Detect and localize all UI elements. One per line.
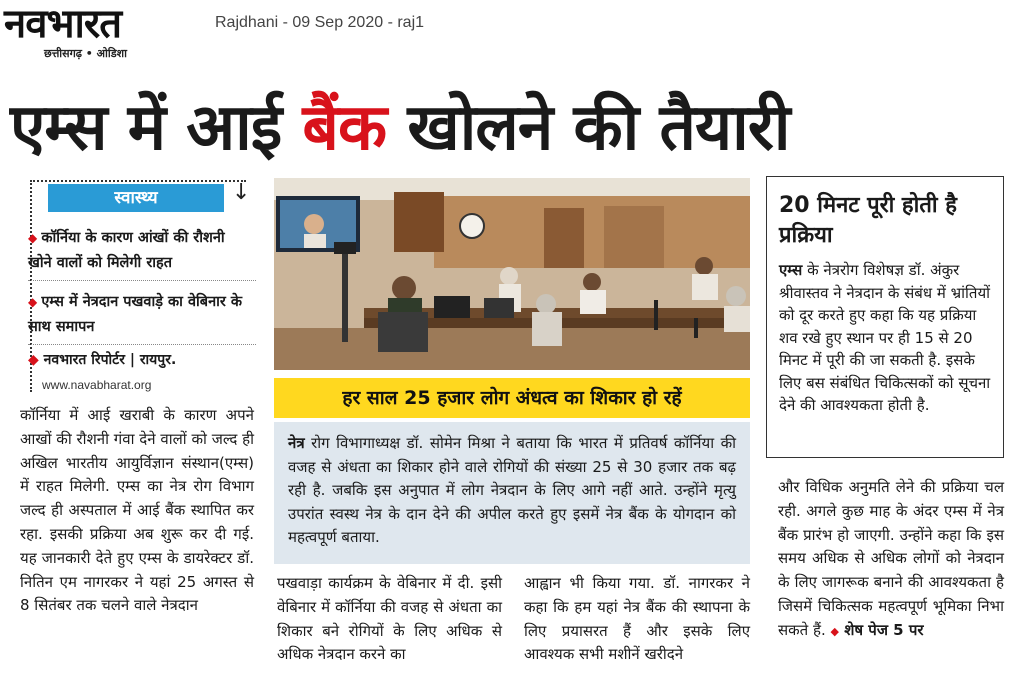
headline-part1: एम्स में आई xyxy=(10,91,303,165)
masthead xyxy=(4,2,204,64)
newspaper-logo: नवभारत xyxy=(4,0,122,47)
info-box-text xyxy=(779,259,991,417)
headline-accent: बैंक xyxy=(302,91,387,165)
info-box-body: के नेत्ररोग विशेषज्ञ डॉ. अंकुर श्रीवास्तव ने नेत्रदान के संबंध में भ्रांतियों को दूर करते हुए कहा कि यह प्रक्रिया शव रखे हुए स्थान पर ही 15 से 20 मिनट में पूरी की जा सकती है. इसके लिए बस संबंधित चिकित्सकों को सूचना देने की आवश्यकता होती है. xyxy=(779,261,991,414)
info-box xyxy=(766,176,1004,458)
summary-bullet-text: एम्स में नेत्रदान पखवाड़े का वेबिनार के साथ समापन xyxy=(28,294,242,335)
divider xyxy=(28,344,256,345)
article-column-4-text: और विधिक अनुमति लेने की प्रक्रिया चल रही. अगले कुछ माह के अंदर एम्स में नेत्र बैंक प्रारंभ हो जाएगी. उन्होंने कहा कि इस समय अधिक से अधिक लोगों को नेत्रदान के लिए जागरूक बनाने की आवश्यकता है जिसमें चिकित्सक महत्वपूर्ण भूमिका निभा सकते हैं. xyxy=(778,478,1004,639)
article-column-3: आह्वान भी किया गया. डॉ. नागरकर ने कहा कि हम यहां नेत्र बैंक की स्थापना के लिए प्रयासरत हैं और इसके लिए आवश्यक सभी मशीनें खरीदने xyxy=(524,574,750,664)
edition-line: Rajdhani - 09 Sep 2020 - raj1 xyxy=(215,14,425,31)
logo-subtitle: छत्तीसगढ़ • ओडिशा xyxy=(44,47,127,60)
summary-bullet xyxy=(28,226,253,276)
highlight-lead: नेत्र xyxy=(288,434,305,452)
bullet-diamond-icon: ◆ xyxy=(830,624,839,638)
continued-note xyxy=(831,621,924,639)
info-box-lead: एम्स xyxy=(779,261,803,279)
article-column-1: कॉर्निया में आई खराबी के कारण अपने आखों की रौशनी गंवा देने वालों को जल्द ही अखिल भारतीय आयुर्विज्ञान संस्थान(एम्स) में राहत मिलेगी. एम्स का नेत्र रोग विभाग जल्द ही अस्पताल में आई बैंक स्थापित कर रहा. इसकी प्रक्रिया अब शुरू कर दी गई. यह जानकारी देते हुए एम्स के डायरेक्टर डॉ. नितिन एम नागरकर ने यहां 25 अगस्त से 8 सितंबर तक चलने वाले नेत्रदान xyxy=(20,406,254,615)
section-tag: स्वास्थ्य xyxy=(48,184,224,212)
highlight-body: रोग विभागाध्यक्ष डॉ. सोमेन मिश्रा ने बताया कि भारत में प्रतिवर्ष कॉर्निया की वजह से अंधता का शिकार होने वाले रोगियों की संख्या 25 से 30 हजार तक बढ़ रही है. जबकि इस अनुपात में लोग नेत्रदान के लिए आगे नहीं आते. उन्होंने मृत्यु उपरांत स्वस्थ नेत्र के दान देने की अपील करते हुए इसमें नेत्र बैंक के योगदान को महत्वपूर्ण बताया. xyxy=(288,434,736,546)
reporter-byline xyxy=(28,350,176,369)
photo-caption: हर साल 25 हजार लोग अंधत्व का शिकार हो रहें xyxy=(274,378,750,418)
meeting-photo-illustration xyxy=(274,178,750,370)
summary-bullet-text: कॉर्निया के कारण आंखों की रौशनी खोने वालों को मिलेगी राहत xyxy=(28,230,225,271)
summary-bullet xyxy=(28,290,253,340)
divider xyxy=(28,280,256,281)
bullet-diamond-icon: ◆ xyxy=(28,352,44,368)
article-column-2: पखवाड़ा कार्यक्रम के वेबिनार में दी. इसी वेबिनार में कॉर्निया की वजह से अंधता का शिकार बने रोगियों के लिए अधिक से अधिक नेत्रदान करने का xyxy=(277,574,502,664)
info-box-title: 20 मिनट पूरी होती है प्रक्रिया xyxy=(779,193,957,248)
meeting-photo xyxy=(274,178,750,370)
article-column-4 xyxy=(778,476,1004,644)
bullet-diamond-icon: ◆ xyxy=(28,295,42,309)
website-url: www.navabharat.org xyxy=(42,378,152,392)
sidebar-border-top xyxy=(30,180,246,182)
reporter-text: नवभारत रिपोर्टर | रायपुर. xyxy=(43,352,177,368)
continued-text: शेष पेज 5 पर xyxy=(844,620,924,639)
bullet-diamond-icon: ◆ xyxy=(28,231,42,245)
headline-part2: खोलने की तैयारी xyxy=(386,91,790,165)
headline xyxy=(10,78,1005,178)
arrow-down-icon: ↓ xyxy=(232,180,251,205)
highlight-box xyxy=(274,422,750,564)
